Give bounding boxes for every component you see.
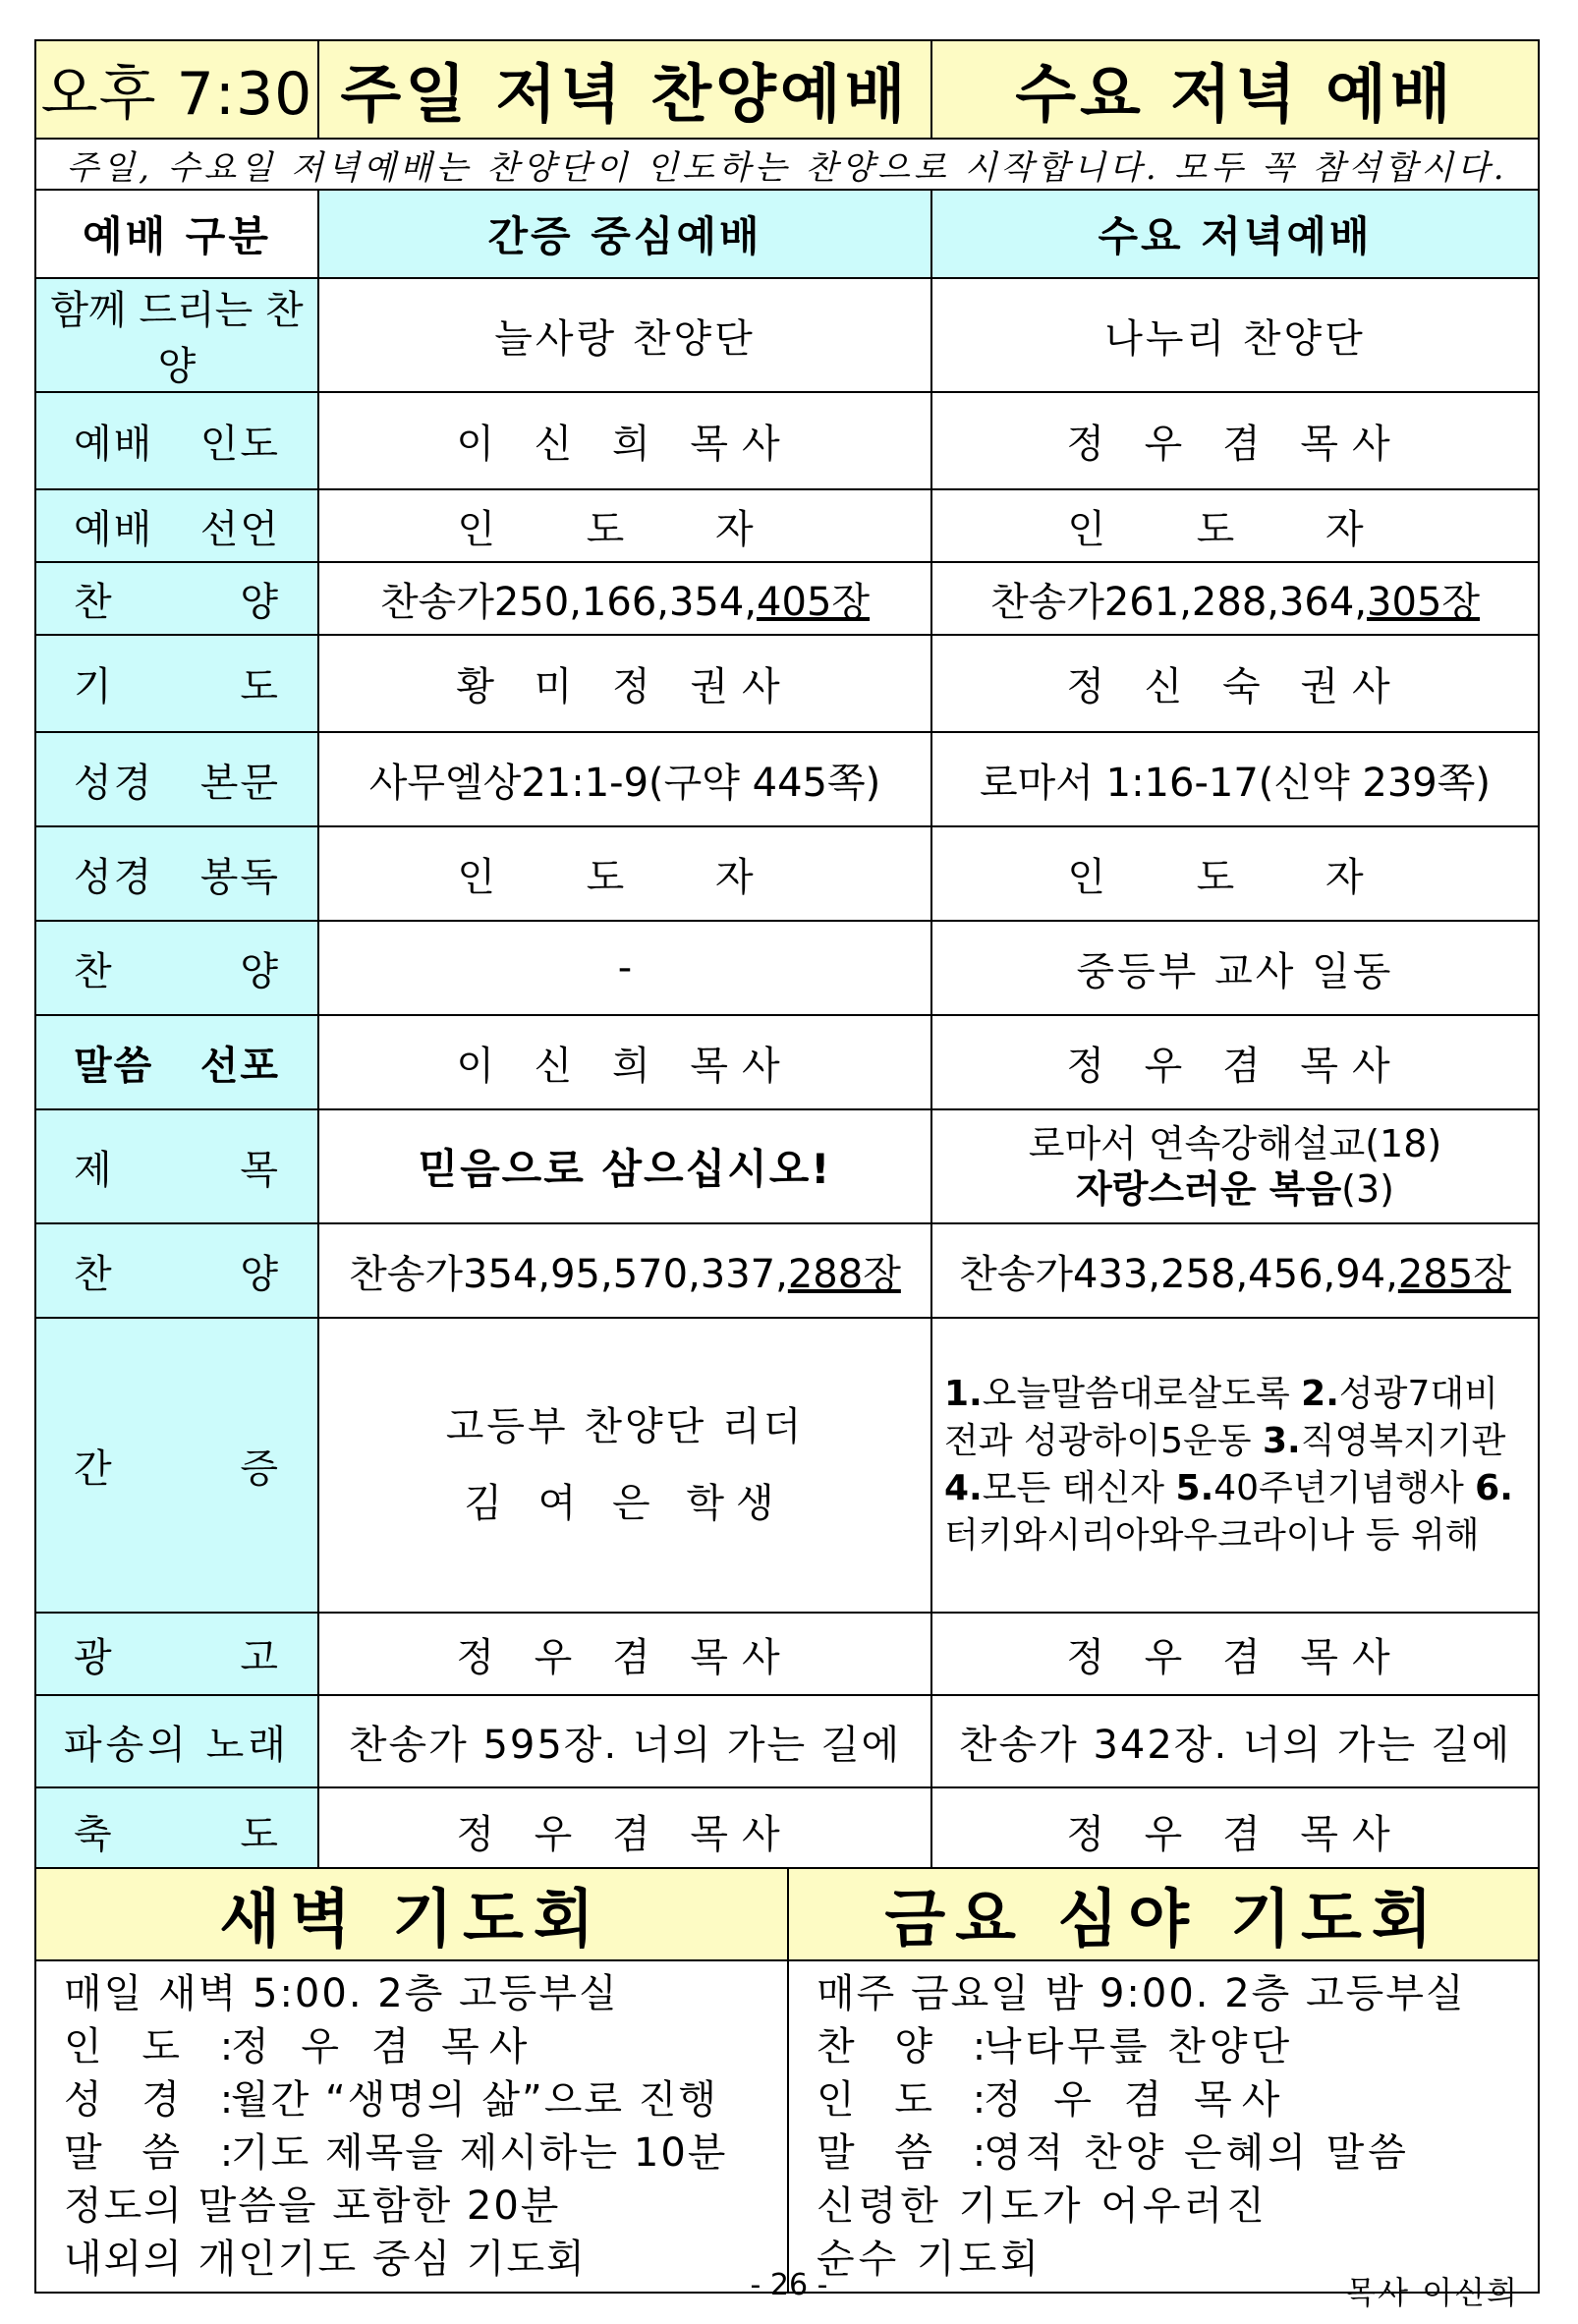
column-header-wednesday: 수요 저녁예배 <box>931 190 1539 278</box>
author-signature: 목사 이신희 <box>1345 2274 1519 2311</box>
row-label-sermon: 말씀 선포 <box>35 1015 318 1109</box>
wednesday-worship-leader: 정 우 겸 목사 <box>931 392 1539 489</box>
row-label-title: 제 목 <box>35 1109 318 1223</box>
prayer-meetings-table <box>34 1867 1540 2294</box>
topic-item: 2.성광7대비전과 성광하이5운동 <box>944 1374 1498 1461</box>
sunday-hymn-2 <box>318 1223 931 1318</box>
row-label-announcements: 광 고 <box>35 1613 318 1695</box>
dawn-prayer-word: 말 씀 : 기도 제목을 제시하는 10분 <box>64 2130 728 2176</box>
wednesday-prayer: 정 신 숙 권사 <box>931 635 1539 732</box>
sunday-scripture-reading: 인 도 자 <box>318 826 931 921</box>
sunday-benediction: 정 우 겸 목사 <box>318 1787 931 1874</box>
sunday-hymn-2-last: 288장 <box>787 1251 901 1297</box>
column-header-label: 예배 구분 <box>35 190 318 278</box>
attendance-notice: 주일, 수요일 저녁예배는 찬양단이 인도하는 찬양으로 시작합니다. 모두 꼭 참석합시다. <box>35 139 1539 190</box>
wednesday-prayer-topics <box>931 1318 1539 1613</box>
friday-prayer-word: 말 씀 : 영적 찬양 은혜의 말씀 <box>817 2130 1410 2176</box>
dawn-prayer-title: 새벽 기도회 <box>35 1868 788 1960</box>
friday-prayer-leader: 인 도 : 정 우 겸 목사 <box>817 2077 1290 2123</box>
wednesday-praise-team: 나누리 찬양단 <box>931 278 1539 392</box>
sunday-sermon-title: 믿음으로 삼으십시오! <box>318 1109 931 1223</box>
dawn-prayer-bible: 성 경 : 월간 “생명의 삶”으로 진행 <box>64 2077 718 2123</box>
row-label-scripture-reading: 성경 봉독 <box>35 826 318 921</box>
row-label-prayer: 기 도 <box>35 635 318 732</box>
sunday-announcements: 정 우 겸 목사 <box>318 1613 931 1695</box>
wednesday-sermon-subtitle-part: (3) <box>1341 1167 1394 1211</box>
dawn-prayer-leader: 인 도 : 정 우 겸 목사 <box>64 2024 537 2069</box>
wednesday-declaration: 인 도 자 <box>931 489 1539 562</box>
row-label-praise-together: 함께 드리는 찬양 <box>35 278 318 392</box>
sunday-preacher: 이 신 희 목사 <box>318 1015 931 1109</box>
row-label-benediction: 축 도 <box>35 1787 318 1874</box>
wednesday-hymn-1-last: 305장 <box>1367 579 1481 625</box>
friday-prayer-praise: 찬 양 : 낙타무릎 찬양단 <box>817 2024 1294 2069</box>
dawn-prayer-details <box>35 1960 788 2293</box>
wednesday-hymn-2-numbers: 찬송가433,258,456,94, <box>959 1251 1398 1297</box>
sunday-scripture: 사무엘상21:1-9(구약 445쪽) <box>318 732 931 826</box>
sunday-testimony-role: 고등부 찬양단 리더 <box>445 1404 805 1449</box>
row-label-special-praise: 찬 양 <box>35 921 318 1015</box>
worship-schedule-table <box>34 39 1540 1875</box>
wednesday-hymn-2-last: 285장 <box>1397 1251 1511 1297</box>
wednesday-sermon-subtitle <box>932 1166 1538 1212</box>
dawn-prayer-word-cont-2: 내외의 개인기도 중심 기도회 <box>64 2237 587 2282</box>
dawn-prayer-schedule: 매일 새벽 5:00. 2층 고등부실 <box>64 1971 619 2016</box>
wednesday-hymn-1-numbers: 찬송가261,288,364, <box>989 579 1368 625</box>
wednesday-preacher: 정 우 겸 목사 <box>931 1015 1539 1109</box>
row-label-scripture: 성경 본문 <box>35 732 318 826</box>
topic-item: 3.직영복지기관 <box>1263 1421 1506 1461</box>
friday-prayer-word-cont-2: 순수 기도회 <box>817 2237 1043 2282</box>
wednesday-special-praise: 중등부 교사 일동 <box>931 921 1539 1015</box>
sunday-worship-leader: 이 신 희 목사 <box>318 392 931 489</box>
wednesday-hymn-2 <box>931 1223 1539 1318</box>
row-label-declaration: 예배 선언 <box>35 489 318 562</box>
wednesday-sermon-title <box>931 1109 1539 1223</box>
friday-prayer-title: 금요 심야 기도회 <box>788 1868 1539 1960</box>
dawn-prayer-word-cont-1: 정도의 말씀을 포함한 20분 <box>64 2183 561 2229</box>
row-label-hymn-2: 찬 양 <box>35 1223 318 1318</box>
column-header-sunday: 간증 중심예배 <box>318 190 931 278</box>
wednesday-scripture: 로마서 1:16-17(신약 239쪽) <box>931 732 1539 826</box>
wednesday-evening-title: 수요 저녁 예배 <box>931 40 1539 139</box>
sunday-prayer: 황 미 정 권사 <box>318 635 931 732</box>
topic-item: 1.오늘말씀대로살도록 <box>944 1374 1302 1414</box>
topic-item: 6.터키와시리아와우크라이나 등 위해 <box>944 1468 1513 1556</box>
topic-item: 5.40주년기념행사 <box>1175 1468 1476 1508</box>
wednesday-scripture-reading: 인 도 자 <box>931 826 1539 921</box>
row-label-hymn-1: 찬 양 <box>35 562 318 635</box>
friday-prayer-schedule: 매주 금요일 밤 9:00. 2층 고등부실 <box>817 1971 1466 2016</box>
service-time: 오후 7:30 <box>35 40 318 139</box>
sunday-declaration: 인 도 자 <box>318 489 931 562</box>
friday-prayer-word-cont-1: 신령한 기도가 어우러진 <box>817 2183 1268 2229</box>
sunday-hymn-1-last: 405장 <box>757 579 871 625</box>
sunday-evening-title: 주일 저녁 찬양예배 <box>318 40 931 139</box>
wednesday-announcements: 정 우 겸 목사 <box>931 1613 1539 1695</box>
friday-prayer-details <box>788 1960 1539 2293</box>
sunday-hymn-2-numbers: 찬송가354,95,570,337, <box>349 1251 788 1297</box>
sunday-testimony <box>318 1318 931 1613</box>
sunday-testimony-name: 김 여 은 학생 <box>464 1481 786 1526</box>
sunday-sending-song: 찬송가 595장. 너의 가는 길에 <box>318 1695 931 1787</box>
sunday-praise-team: 늘사랑 찬양단 <box>318 278 931 392</box>
row-label-testimony: 간 증 <box>35 1318 318 1613</box>
wednesday-benediction: 정 우 겸 목사 <box>931 1787 1539 1874</box>
wednesday-sermon-subtitle-main: 자랑스러운 복음 <box>1075 1167 1342 1211</box>
wednesday-sending-song: 찬송가 342장. 너의 가는 길에 <box>931 1695 1539 1787</box>
topic-item: 4.모든 태신자 <box>944 1468 1176 1508</box>
row-label-worship-leader: 예배 인도 <box>35 392 318 489</box>
page-number: - 26 - <box>750 2268 828 2302</box>
row-label-sending-song: 파송의 노래 <box>35 1695 318 1787</box>
sunday-hymn-1 <box>318 562 931 635</box>
sunday-special-praise: - <box>318 921 931 1015</box>
wednesday-sermon-series: 로마서 연속강해설교(18) <box>1028 1122 1442 1165</box>
sunday-hymn-1-numbers: 찬송가250,166,354, <box>379 579 758 625</box>
wednesday-hymn-1 <box>931 562 1539 635</box>
